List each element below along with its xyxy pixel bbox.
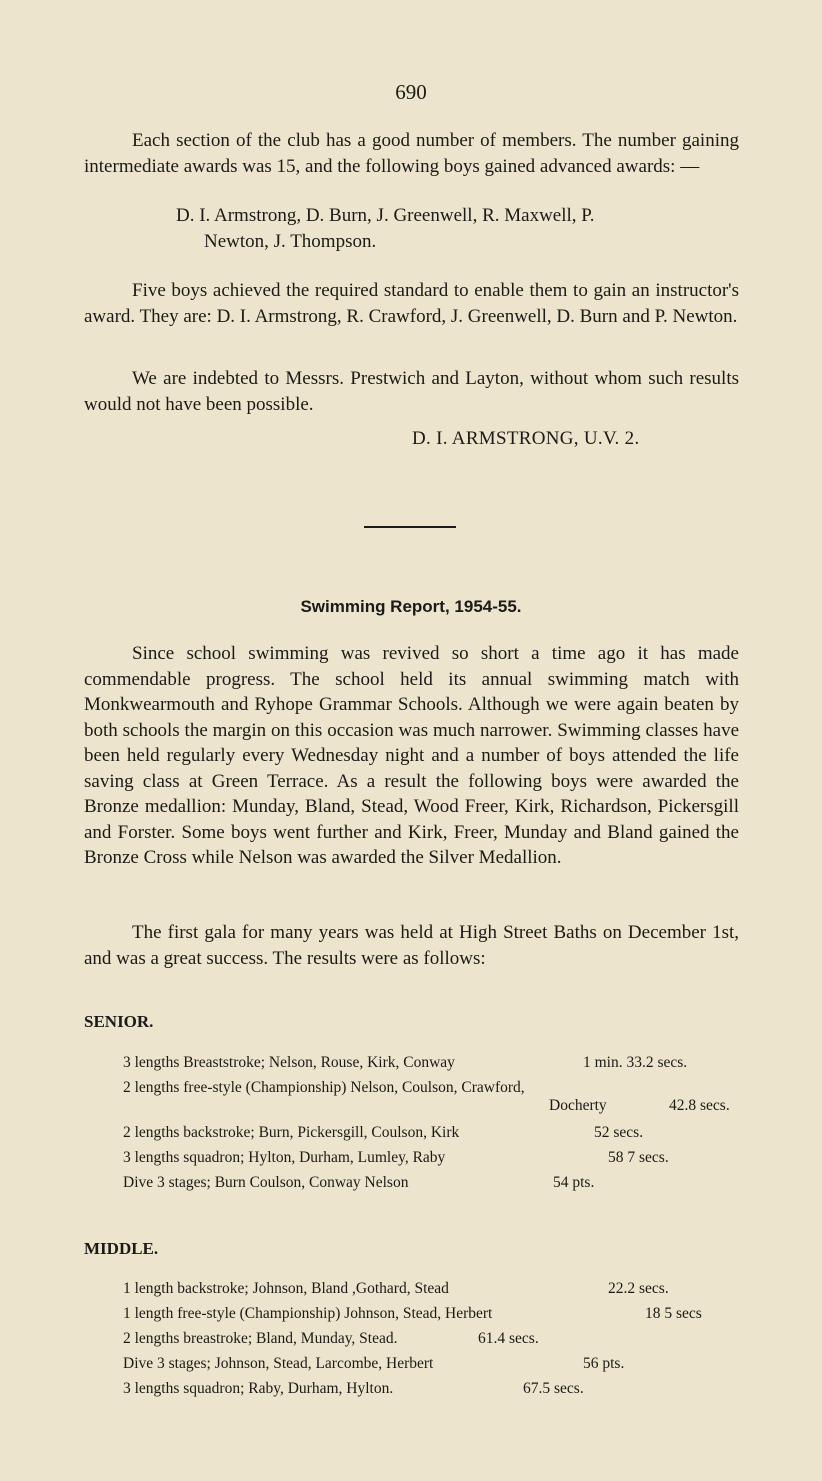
result-row-continuation: Docherty 42.8 secs. — [549, 1097, 730, 1114]
names-line-2: Newton, J. Thompson. — [204, 230, 377, 252]
result-row: Dive 3 stages; Johnson, Stead, Larcombe, Herbert 56 pts. — [123, 1355, 625, 1372]
club-paragraph-3: We are indebted to Messrs. Prestwich and Layton, without whom such results would not have been possible. — [84, 368, 739, 415]
result-row: 3 lengths squadron; Raby, Durham, Hylton. 67.5 secs. — [123, 1380, 584, 1397]
club-paragraph-1: Each section of the club has a good number of members. The number gaining intermediate awards was 15, and the following boys gained advanced awards: — — [84, 130, 739, 177]
result-row: Dive 3 stages; Burn Coulson, Conway Nelson 54 pts. — [123, 1174, 595, 1191]
result-row: 1 length backstroke; Johnson, Bland ,Gothard, Stead 22.2 secs. — [123, 1280, 669, 1297]
result-row: 2 lengths free-style (Championship) Nelson, Coulson, Crawford, — [123, 1079, 525, 1096]
swimming-paragraph-1: Since school swimming was revived so short a time ago it has made commendable progress. The school held its annual swimming match with Monkwearmouth and Ryhope Grammar Schools. Although we were again beaten by both schools the margin on this occasion was much narrower. Swimming classes have been held regularly every Wednesday night and a number of boys attended the life saving class at Green Terrace. As a result the following boys were awarded the Bronze medallion: Munday, Bland, Stead, Wood Freer, Kirk, Richardson, Pickersgill and Forster. Some boys went further and Kirk, Freer, Munday and Bland gained the Bronze Cross while Nelson was awarded the Silver Medallion. — [84, 643, 739, 868]
result-row: 2 lengths backstroke; Burn, Pickersgill, Coulson, Kirk 52 secs. — [123, 1124, 644, 1141]
section-divider — [364, 526, 456, 528]
signature: D. I. ARMSTRONG, U.V. 2. — [412, 428, 640, 449]
club-paragraph-2: Five boys achieved the required standard to enable them to gain an instructor's award. They are: D. I. Armstrong, R. Crawford, J. Greenwell, D. Burn and P. Newton. — [84, 280, 739, 327]
swimming-report-title: Swimming Report, 1954-55. — [300, 597, 522, 616]
page-number: 690 — [395, 80, 427, 104]
middle-heading: MIDDLE. — [84, 1239, 159, 1258]
advanced-award-names — [176, 203, 742, 254]
result-row: 3 lengths Breaststroke; Nelson, Rouse, Kirk, Conway 1 min. 33.2 secs. — [123, 1054, 688, 1071]
names-line-1: D. I. Armstrong, D. Burn, J. Greenwell, R. Maxwell, P. — [176, 205, 595, 226]
result-row: 1 length free-style (Championship) Johnson, Stead, Herbert 18 5 secs — [123, 1305, 702, 1322]
swimming-paragraph-2: The first gala for many years was held at High Street Baths on December 1st, and was a great success. The results were as follows: — [84, 922, 739, 969]
result-row: 2 lengths breastroke; Bland, Munday, Stead. 61.4 secs. — [123, 1330, 539, 1347]
senior-heading: SENIOR. — [84, 1012, 154, 1031]
result-row: 3 lengths squadron; Hylton, Durham, Lumley, Raby 58 7 secs. — [123, 1149, 669, 1166]
